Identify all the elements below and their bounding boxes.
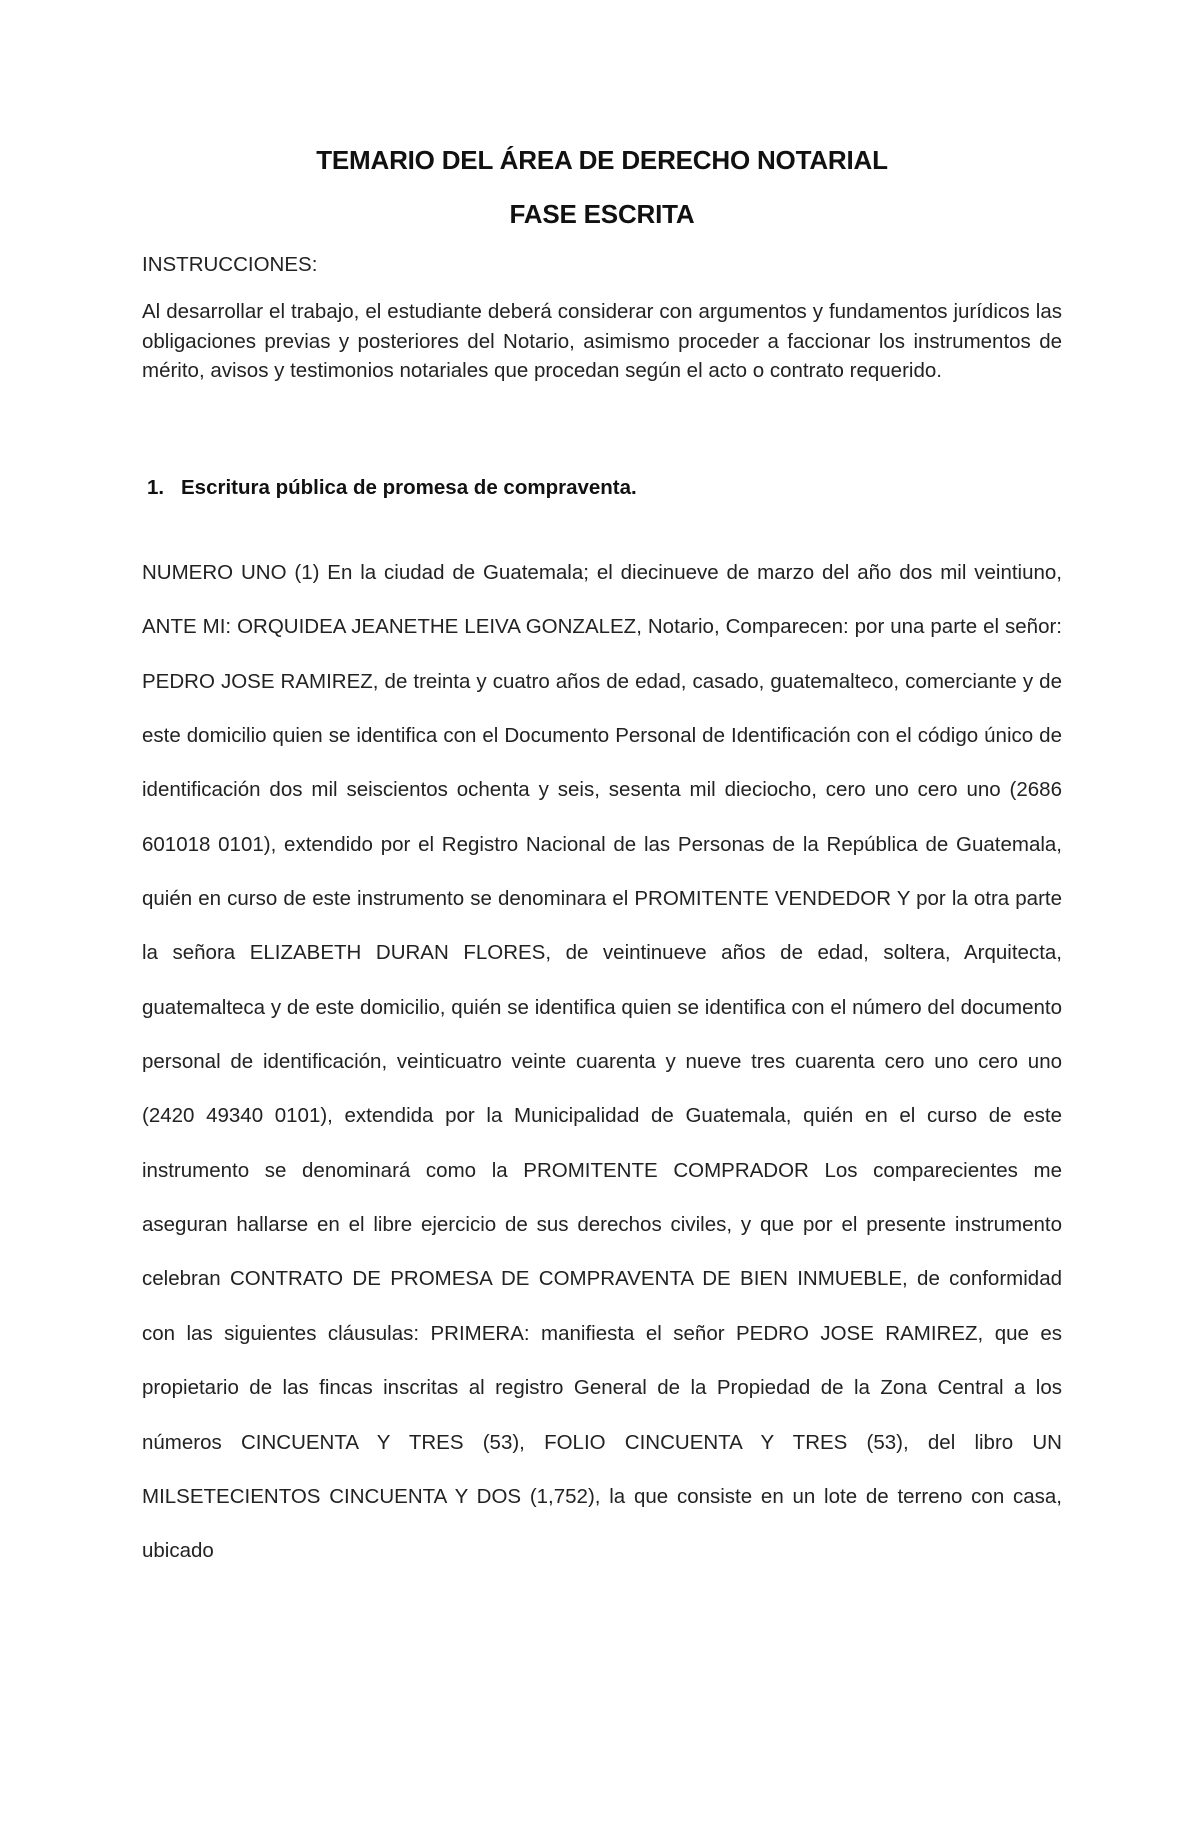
document-title: TEMARIO DEL ÁREA DE DERECHO NOTARIAL — [316, 145, 888, 175]
section-title: Escritura pública de promesa de compraventa. — [181, 476, 637, 499]
instructions-paragraph: Al desarrollar el trabajo, el estudiante deberá considerar con argumentos y fundamentos jurídicos las obligaciones previas y posteriores del Notario, asimismo proceder a faccionar los instrumentos de mérito, avisos y testimonios notariales que procedan según el acto o contrato requerido. — [142, 300, 1062, 382]
section-number: 1. — [147, 476, 165, 499]
instructions-label: INSTRUCCIONES: — [142, 253, 318, 276]
section-heading — [147, 476, 637, 500]
deed-paragraph: NUMERO UNO (1) En la ciudad de Guatemala; el diecinueve de marzo del año dos mil veintiuno, ANTE MI: ORQUIDEA JEANETHE LEIVA GONZALEZ, Notario, Comparecen: por una parte el señor: PEDRO JOSE RAMIREZ, de treinta y cuatro años de edad, casado, guatemalteco, comerciante y de este domicilio quien se identifica con el Documento Personal de Identificación con el código único de identificación dos mil seiscientos ochenta y seis, sesenta mil dieciocho, cero uno cero uno (2686 601018 0101), extendido por el Registro Nacional de las Personas de la República de Guatemala, quién en curso de este instrumento se denominara el PROMITENTE VENDEDOR Y por la otra parte la señora ELIZABETH DURAN FLORES, de veintinueve años de edad, soltera, Arquitecta, guatemalteca y de este domicilio, quién se identifica quien se identifica con el número del documento personal de identificación, veinticuatro veinte cuarenta y nueve tres cuarenta cero uno cero uno (2420 49340 0101), extendida por la Municipalidad de Guatemala, quién en el curso de este instrumento se denominará como la PROMITENTE COMPRADOR Los comparecientes me aseguran hallarse en el libre ejercicio de sus derechos civiles, y que por el presente instrumento celebran CONTRATO DE PROMESA DE COMPRAVENTA DE BIEN INMUEBLE, de conformidad con las siguientes cláusulas: PRIMERA: manifiesta el señor PEDRO JOSE RAMIREZ, que es propietario de las fincas inscritas al registro General de la Propiedad de la Zona Central a los números CINCUENTA Y TRES (53), FOLIO CINCUENTA Y TRES (53), del libro UN MILSETECIENTOS CINCUENTA Y DOS (1,752), la que consiste en un lote de terreno con casa, ubicado — [142, 561, 1062, 1563]
document-subtitle: FASE ESCRITA — [509, 199, 695, 229]
